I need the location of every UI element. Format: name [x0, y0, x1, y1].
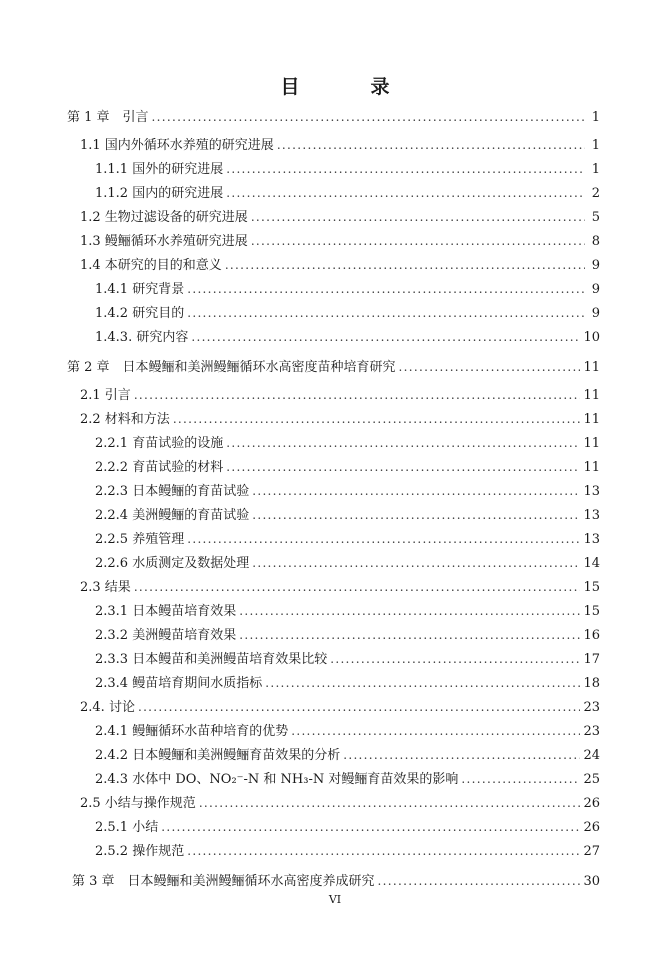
- toc-entry[interactable]: [95, 624, 600, 646]
- dot-leader: [134, 576, 581, 598]
- toc-entry[interactable]: [95, 768, 600, 790]
- toc-entry-label: 2.3.1 日本鳗苗培育效果: [95, 604, 237, 619]
- toc-entry-label: 第 2 章 日本鳗鲡和美洲鳗鲡循环水高密度苗种培育研究: [67, 360, 396, 375]
- toc-entry[interactable]: [67, 356, 600, 378]
- toc-entry[interactable]: [95, 744, 600, 766]
- dot-leader: [252, 480, 580, 502]
- toc-entry-label: 2.5.1 小结: [95, 820, 159, 835]
- toc-entry[interactable]: [95, 552, 600, 574]
- toc-entry-label: 1.4.1 研究背景: [95, 282, 185, 297]
- toc-entry-page: 11: [583, 388, 600, 403]
- toc-entry-page: 30: [583, 874, 600, 889]
- dot-leader: [226, 158, 585, 180]
- toc-entry-label: 2.2.4 美洲鳗鲡的育苗试验: [95, 508, 250, 523]
- toc-entry-label: 第 1 章 引言: [67, 110, 149, 125]
- toc-entry[interactable]: [80, 696, 600, 718]
- toc-entry[interactable]: [95, 432, 600, 454]
- toc-entry-page: 11: [583, 436, 600, 451]
- toc-entry[interactable]: [95, 182, 600, 204]
- toc-entry-label: 2.3.2 美洲鳗苗培育效果: [95, 628, 237, 643]
- toc-entry-label: 2.2.5 养殖管理: [95, 532, 185, 547]
- toc-entry-label: 2.4.3 水体中 DO、NO₂⁻-N 和 NH₃-N 对鳗鲡育苗效果的影响: [95, 772, 459, 787]
- toc-entry-label: 1.4 本研究的目的和意义: [80, 258, 222, 273]
- dot-leader: [161, 816, 580, 838]
- toc-entry-label: 2.2.1 育苗试验的设施: [95, 436, 224, 451]
- toc-entry-page: 13: [583, 532, 600, 547]
- page-number-footer: VI: [328, 893, 342, 906]
- toc-entry-label: 2.3.3 日本鳗苗和美洲鳗苗培育效果比较: [95, 652, 328, 667]
- toc-entry[interactable]: [95, 480, 600, 502]
- toc-entry-page: 26: [583, 820, 600, 835]
- toc-entry-label: 2.3.4 鳗苗培育期间水质指标: [95, 676, 263, 691]
- toc-entry[interactable]: [95, 158, 600, 180]
- toc-entry-label: 2.4. 讨论: [80, 700, 135, 715]
- toc-entry-page: 11: [583, 412, 600, 427]
- dot-leader: [252, 552, 580, 574]
- dot-leader: [291, 720, 580, 742]
- toc-entry[interactable]: [80, 792, 600, 814]
- dot-leader: [225, 254, 585, 276]
- toc-entry-page: 1: [591, 162, 600, 177]
- dot-leader: [277, 134, 585, 156]
- dot-leader: [239, 624, 580, 646]
- dot-leader: [461, 768, 580, 790]
- toc-entry[interactable]: [95, 528, 600, 550]
- toc-entry[interactable]: [95, 504, 600, 526]
- toc-entry-page: 23: [583, 700, 600, 715]
- dot-leader: [199, 792, 581, 814]
- toc-entry-page: 27: [583, 844, 600, 859]
- toc-entry-page: 24: [583, 748, 600, 763]
- toc-entry-label: 1.4.3. 研究内容: [95, 330, 189, 345]
- dot-leader: [343, 744, 580, 766]
- dot-leader: [173, 408, 581, 430]
- toc-entry-label: 1.2 生物过滤设备的研究进展: [80, 210, 248, 225]
- dot-leader: [226, 432, 580, 454]
- toc-entry-page: 18: [583, 676, 600, 691]
- toc-entry-page: 1: [591, 138, 600, 153]
- toc-entry-label: 2.2 材料和方法: [80, 412, 170, 427]
- toc-entry-label: 第 3 章 日本鳗鲡和美洲鳗鲡循环水高密度养成研究: [72, 874, 375, 889]
- dot-leader: [251, 206, 585, 228]
- toc-entry[interactable]: [67, 106, 600, 128]
- toc-entry[interactable]: [95, 720, 600, 742]
- dot-leader: [265, 672, 580, 694]
- dot-leader: [138, 696, 581, 718]
- dot-leader: [187, 840, 580, 862]
- toc-entry[interactable]: [95, 278, 600, 300]
- toc-entry-page: 15: [583, 604, 600, 619]
- toc-entry[interactable]: [95, 600, 600, 622]
- toc-entry-page: 5: [591, 210, 600, 225]
- toc-entry-page: 9: [591, 306, 600, 321]
- toc-entry-page: 14: [583, 556, 600, 571]
- toc-entry-label: 2.5.2 操作规范: [95, 844, 185, 859]
- dot-leader: [187, 302, 585, 324]
- toc-entry-page: 9: [591, 258, 600, 273]
- dot-leader: [191, 326, 580, 348]
- toc-entry-label: 2.4.2 日本鳗鲡和美洲鳗鲡育苗效果的分析: [95, 748, 341, 763]
- toc-entry[interactable]: [95, 648, 600, 670]
- toc-entry[interactable]: [80, 254, 600, 276]
- dot-leader: [226, 182, 585, 204]
- toc-entry[interactable]: [80, 134, 600, 156]
- dot-leader: [399, 356, 581, 378]
- toc-entry-page: 8: [591, 234, 600, 249]
- toc-entry-page: 26: [583, 796, 600, 811]
- toc-entry[interactable]: [95, 672, 600, 694]
- toc-entry-page: 25: [583, 772, 600, 787]
- toc-entry-label: 1.3 鳗鲡循环水养殖研究进展: [80, 234, 248, 249]
- toc-entry-label: 2.4.1 鳗鲡循环水苗种培育的优势: [95, 724, 289, 739]
- page-title: 目 录: [280, 76, 416, 98]
- toc-entry[interactable]: [95, 326, 600, 348]
- toc-entry-page: 15: [583, 580, 600, 595]
- dot-leader: [252, 504, 580, 526]
- toc-entry-label: 2.1 引言: [80, 388, 131, 403]
- toc-entry-label: 1.1.1 国外的研究进展: [95, 162, 224, 177]
- toc-entry[interactable]: [80, 408, 600, 430]
- toc-entry-label: 1.1 国内外循环水养殖的研究进展: [80, 138, 274, 153]
- toc-entry[interactable]: [80, 576, 600, 598]
- toc-entry-label: 2.5 小结与操作规范: [80, 796, 196, 811]
- dot-leader: [226, 456, 580, 478]
- toc-entry-page: 13: [583, 508, 600, 523]
- toc-entry-page: 17: [583, 652, 600, 667]
- toc-entry-page: 11: [583, 360, 600, 375]
- toc-entry[interactable]: [72, 870, 600, 892]
- dot-leader: [187, 528, 580, 550]
- toc-entry-page: 13: [583, 484, 600, 499]
- toc-entry-label: 2.3 结果: [80, 580, 131, 595]
- toc-entry-label: 1.1.2 国内的研究进展: [95, 186, 224, 201]
- toc-entry[interactable]: [95, 816, 600, 838]
- toc-entry-label: 2.2.3 日本鳗鲡的育苗试验: [95, 484, 250, 499]
- dot-leader: [152, 106, 585, 128]
- toc-entry-page: 2: [591, 186, 600, 201]
- toc-entry-label: 2.2.2 育苗试验的材料: [95, 460, 224, 475]
- toc-entry[interactable]: [95, 302, 600, 324]
- dot-leader: [378, 870, 581, 892]
- dot-leader: [134, 384, 581, 406]
- toc-entry[interactable]: [80, 384, 600, 406]
- toc-entry-page: 1: [591, 110, 600, 125]
- toc-entry-label: 2.2.6 水质测定及数据处理: [95, 556, 250, 571]
- toc-entry[interactable]: [95, 840, 600, 862]
- toc-entry-page: 23: [583, 724, 600, 739]
- toc-entry[interactable]: [95, 456, 600, 478]
- dot-leader: [330, 648, 580, 670]
- toc-entry-label: 1.4.2 研究目的: [95, 306, 185, 321]
- toc-entry-page: 9: [591, 282, 600, 297]
- toc-entry[interactable]: [80, 230, 600, 252]
- toc-entry-page: 16: [583, 628, 600, 643]
- toc-entry-page: 11: [583, 460, 600, 475]
- dot-leader: [239, 600, 580, 622]
- dot-leader: [187, 278, 585, 300]
- toc-entry-page: 10: [583, 330, 600, 345]
- dot-leader: [251, 230, 585, 252]
- toc-entry[interactable]: [80, 206, 600, 228]
